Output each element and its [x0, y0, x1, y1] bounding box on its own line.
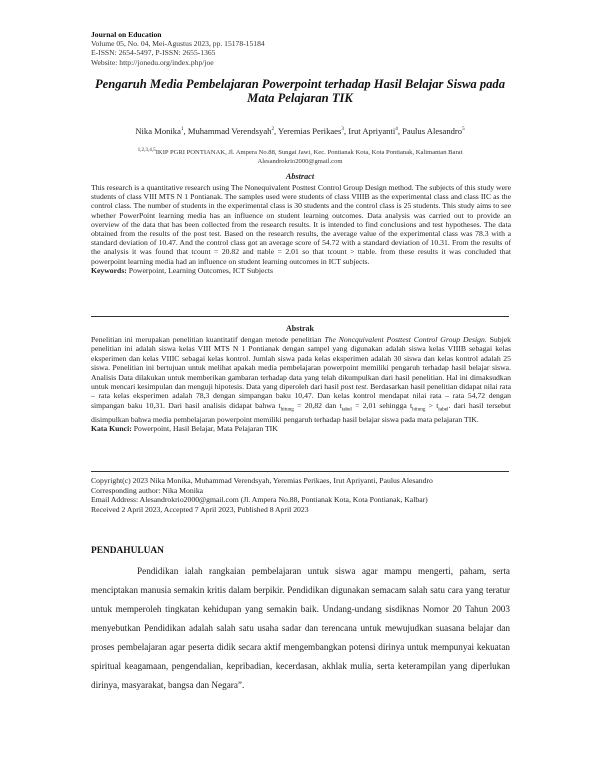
author-list: Nika Monika$^1$, Muhammad Verendsyah$^2$, Yeremias Perikaes$^3$, Irut Apriyanti$^4$, Paulus Alesandro$^5$: [135, 126, 465, 136]
keywords-value: Powerpoint, Learning Outcomes, ICT Subjects: [128, 265, 273, 275]
journal-website[interactable]: Website: http://jonedu.org/index.php/joe: [91, 57, 214, 67]
abstrak-sub: hitung: [280, 406, 294, 413]
abstrak-text: . Subjek penelitian ini adalah siswa kelas VIII MTS N 1 Pontianak dengan sampel yang digunakan adalah siswa kelas VIIIB sebagai kelas eksperimen dan kelas VIIIC sebagai kelas kontrol. Jumlah siswa pada kelas eksperimen adalah 30 siswa dan kelas kontrol adalah 25 siswa. Penelitian ini bertujuan untuk melihat apakah media pembelajaran powerpoint memiliki pengaruh terhadap hasil belajar siswa. Analisis Data dilakukan untuk memberikan gambaran terhadap data yang telah dikumpulkan dari hasil penelitian. Hal ini dimaksudkan untuk mencari kesimpulan dan menguji hipotesis. Data yang diperoleh dari hasil: [91, 335, 511, 392]
divider: [91, 471, 509, 472]
author-name: Muhammad Verendsyah: [187, 126, 272, 136]
abstrak-text: > t: [425, 400, 439, 410]
abstrak-italic: post test: [340, 382, 367, 392]
author-sup: 4: [395, 126, 398, 133]
divider: [91, 316, 509, 317]
affiliation: [110, 146, 490, 166]
section-body: [91, 562, 510, 695]
author-name: Irut Apriyanti: [348, 126, 396, 136]
author-name: Paulus Alesandro: [402, 126, 463, 136]
abstrak-text: = 2,01 sehingga t: [351, 400, 413, 410]
abstract-text: This research is a quantitative research using The Nonequivalent Posttest Control Group Design method. The subjects of this study were students of class VIII MTS N 1 Pontianak. The samples used were students of class VIIIB as the experimental class and class IIC as the control class. The number of students in the experimental class is 30 students and the control class is 25 students. This study aims to see whether PowerPoint learning media has an influence on student learning outcomes. Data analysis was carried out to provide an overview of the data that has been collected from the research results. It is intended to find conclusions and test hypotheses. The data obtained from the results of the post test. Based on the research results, the average value of the experimental class was 78.3 with a standard deviation of 10.47. And the control class got an average score of 54.72 with a standard deviation of 10.31. From the results of the analysis it was found that tcount = 20.82 and ttable = 2.01 so that tcount > ttable. from these results it was concluded that powerpoint learning media had an influence on student learning outcomes in ICT subjects.: [91, 183, 511, 266]
section-title: PENDAHULUAN: [91, 546, 164, 556]
corresponding-author: Corresponding author: Nika Monika: [91, 485, 204, 495]
author-sup: 3: [341, 126, 344, 133]
journal-issn: E-ISSN: 2654-5497, P-ISSN: 2655-1365: [91, 48, 216, 58]
affiliation-address: IKIP PGRI PONTIANAK, Jl. Ampera No.88, Sungai Jawi, Kec. Pontianak Kota, Kota Pontianak, Kalimantan Barat: [155, 149, 463, 157]
section-text: Pendidikan ialah rangkaian pembelajaran untuk siswa agar mampu mengerti, paham, serta menciptakan manusia semakin kritis dalam berpikir. Pendidikan digunakan semacam salah satu cara yang teratur untuk memperoleh tingkatan kehidupan yang semakin baik. Undang-undang sisdiknas Nomor 20 Tahun 2003 menyebutkan Pendidikan adalah salah satu usaha sadar dan terencana untuk mewujudkan suasana belajar dan proses pembelajaran agar peserta didik secara aktif mengembangkan potensi dirinya untuk mempunyai kekuatan spiritual keagamaan, pengendalian, kepribadian, kecerdasan, akhlak mulia, serta keterampilan yang diperlukan dirinya, masyarakat, bangsa dan Negara”.: [91, 566, 510, 690]
journal-name: Journal on Education: [91, 30, 162, 39]
abstrak-indonesian: [91, 335, 511, 434]
kata-kunci-value: Powerpoint, Hasil Belajar, Mata Pelajaran TIK: [133, 424, 278, 434]
affiliation-sup: 1,2,3,4,5: [137, 147, 156, 153]
affiliation-email[interactable]: Alesandrokrio2000@gmail.com: [257, 157, 343, 165]
abstrak-sub: tabel: [341, 406, 352, 413]
abstrak-italic: The Noncquivalent Posttest Control Group Design: [324, 335, 485, 344]
keywords-label: Keywords:: [91, 265, 127, 275]
abstract-heading: Abstract: [285, 172, 315, 181]
abstrak-text: . dari hasil tersebut disimpulkan bahwa media pembelajaran powerpoint memiliki pengaruh terhadap hasil belajar siswa pada mata pelajaran TIK.: [91, 400, 511, 424]
email-address: Email Address: Alesandrokrio2000@gmail.com (Jl. Ampera No.88, Pontianak Kota, Kota Pontianak, Kalbar): [91, 495, 428, 505]
abstrak-sub: tabel: [438, 406, 449, 413]
abstrak-text: Penelitian ini merupakan penelitian kuantitatif dengan metode penelitian: [91, 335, 325, 344]
paper-title: Pengaruh Media Pembelajaran Powerpoint terhadap Hasil Belajar Siswa pada Mata Pelajaran TIK: [94, 77, 506, 105]
author-sup: 5: [462, 126, 465, 133]
kata-kunci-label: Kata Kunci:: [91, 424, 132, 434]
received-dates: Received 2 April 2023, Accepted 7 April 2023, Published 8 April 2023: [91, 504, 309, 514]
journal-header: [91, 30, 265, 67]
author-sup: 2: [271, 126, 275, 133]
abstrak-text: = 20,82 dan t: [293, 400, 342, 410]
abstrak-heading: Abstrak: [285, 324, 314, 333]
abstrak-text: . Berdasarkan hasil penelitian didapat nilai rata – rata kelas eksperimen adalah 78,3 dengan simpangan baku 10,47. Dan kelas kontrol mendapat nilai rata – rata 54,72 dengan simpangan baku 10,31. Dari hasil analisis didapat bahwa t: [91, 382, 511, 410]
journal-volume: Volume 05, No. 04, Mei-Agustus 2023, pp. 15178-15184: [91, 39, 265, 49]
author-sup: 1: [180, 126, 184, 133]
abstrak-sub: hitung: [412, 406, 426, 413]
author-name: Yeremias Perikaes: [278, 126, 342, 136]
abstract-english: [91, 183, 511, 275]
copyright-line: Copyright(c) 2023 Nika Monika, Muhammad Verendsyah, Yeremias Perikaes, Irut Apriyanti, Paulus Alesandro: [91, 476, 433, 485]
copyright-block: [91, 476, 511, 514]
author-name: Nika Monika: [135, 126, 181, 136]
